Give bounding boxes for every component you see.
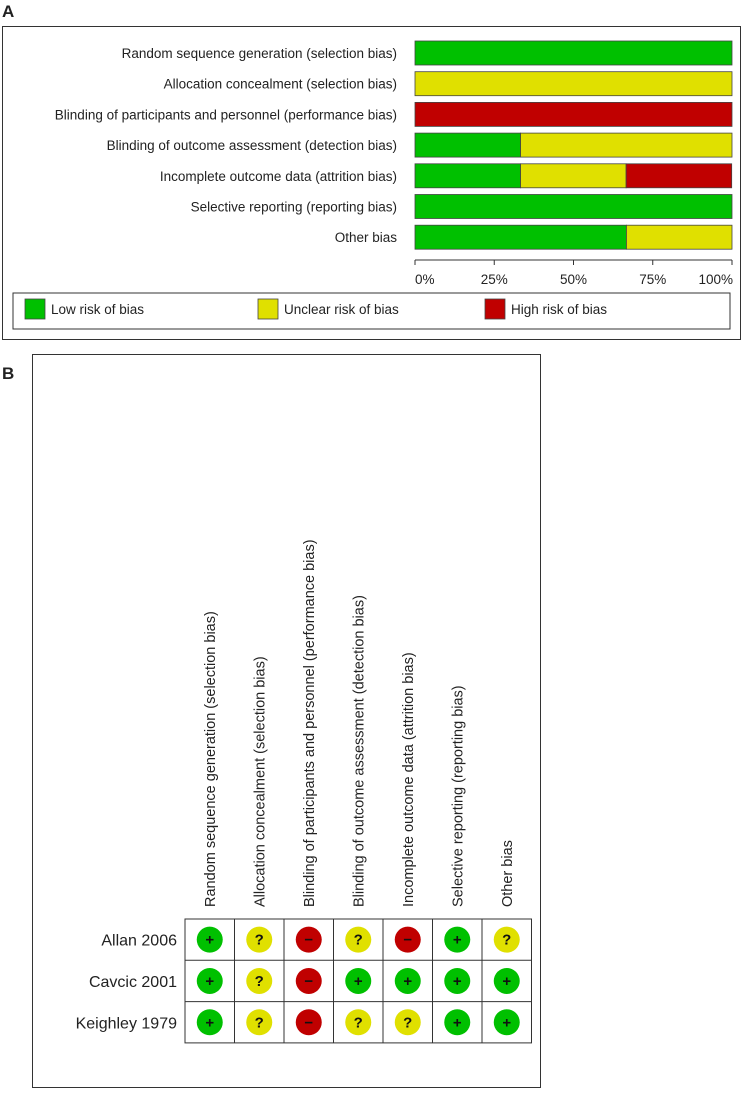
legend-swatch bbox=[25, 299, 45, 319]
judgement-symbol: ? bbox=[502, 931, 512, 949]
legend-label: High risk of bias bbox=[511, 302, 608, 317]
judgement-symbol: + bbox=[353, 972, 363, 990]
judgement-symbol: + bbox=[403, 972, 413, 990]
x-tick-label: 50% bbox=[559, 272, 588, 287]
judgement-symbol: − bbox=[304, 972, 314, 990]
judgement-symbol: ? bbox=[353, 1014, 363, 1032]
judgement-symbol: ? bbox=[353, 931, 363, 949]
judgement-symbol: + bbox=[502, 972, 512, 990]
study-label: Cavcic 2001 bbox=[88, 973, 177, 991]
judgement-symbol: + bbox=[452, 931, 462, 949]
judgement-symbol: ? bbox=[254, 1014, 264, 1032]
bar-segment bbox=[626, 164, 732, 188]
panel-b-label: B bbox=[2, 364, 15, 383]
legend-swatch bbox=[485, 299, 505, 319]
judgement-symbol: − bbox=[304, 931, 314, 949]
judgement-symbol: ? bbox=[254, 931, 264, 949]
bar-segment bbox=[415, 225, 626, 249]
panel-a-label: A bbox=[2, 2, 15, 21]
legend-label: Low risk of bias bbox=[51, 302, 145, 317]
category-label: Selective reporting (reporting bias) bbox=[190, 199, 397, 215]
judgement-symbol: + bbox=[205, 972, 215, 990]
study-label: Keighley 1979 bbox=[75, 1015, 177, 1033]
column-header: Blinding of participants and personnel (performance bias) bbox=[301, 539, 318, 907]
x-tick-label: 0% bbox=[415, 272, 435, 287]
category-label: Allocation concealment (selection bias) bbox=[163, 76, 397, 92]
bar-segment bbox=[521, 164, 627, 188]
risk-of-bias-graph bbox=[33, 355, 540, 1087]
study-label: Allan 2006 bbox=[101, 932, 177, 950]
column-header: Other bias bbox=[499, 840, 516, 907]
panel-a-frame bbox=[2, 26, 741, 340]
bar-segment bbox=[415, 133, 521, 157]
judgement-symbol: ? bbox=[403, 1014, 413, 1032]
column-header: Selective reporting (reporting bias) bbox=[450, 685, 467, 907]
judgement-symbol: + bbox=[205, 931, 215, 949]
judgement-symbol: − bbox=[403, 931, 413, 949]
bar-segment bbox=[415, 41, 732, 65]
x-tick-label: 100% bbox=[698, 272, 733, 287]
bar-segment bbox=[626, 225, 732, 249]
bar-segment bbox=[415, 164, 521, 188]
legend-swatch bbox=[258, 299, 278, 319]
risk-of-bias-summary-chart bbox=[3, 27, 740, 339]
judgement-symbol: ? bbox=[254, 972, 264, 990]
bar-segment bbox=[415, 72, 732, 96]
judgement-symbol: + bbox=[205, 1014, 215, 1032]
x-tick-label: 75% bbox=[639, 272, 667, 287]
column-header: Blinding of outcome assessment (detection bias) bbox=[351, 595, 368, 907]
category-label: Other bias bbox=[334, 230, 397, 246]
category-label: Incomplete outcome data (attrition bias) bbox=[159, 168, 397, 184]
judgement-symbol: + bbox=[452, 1014, 462, 1032]
bar-segment bbox=[415, 102, 732, 126]
bar-segment bbox=[415, 195, 732, 219]
x-tick-label: 25% bbox=[480, 272, 508, 287]
category-label: Random sequence generation (selection bias) bbox=[121, 46, 397, 61]
judgement-symbol: + bbox=[502, 1014, 512, 1032]
category-label: Blinding of outcome assessment (detection bias) bbox=[106, 138, 397, 154]
column-header: Random sequence generation (selection bias) bbox=[202, 611, 219, 907]
bar-segment bbox=[521, 133, 732, 157]
legend-label: Unclear risk of bias bbox=[284, 302, 399, 317]
column-header: Allocation concealment (selection bias) bbox=[252, 656, 269, 907]
judgement-symbol: − bbox=[304, 1014, 314, 1032]
category-label: Blinding of participants and personnel (performance bias) bbox=[54, 107, 397, 123]
column-header: Incomplete outcome data (attrition bias) bbox=[400, 652, 417, 907]
judgement-symbol: + bbox=[452, 972, 462, 990]
panel-b-frame bbox=[32, 354, 541, 1088]
